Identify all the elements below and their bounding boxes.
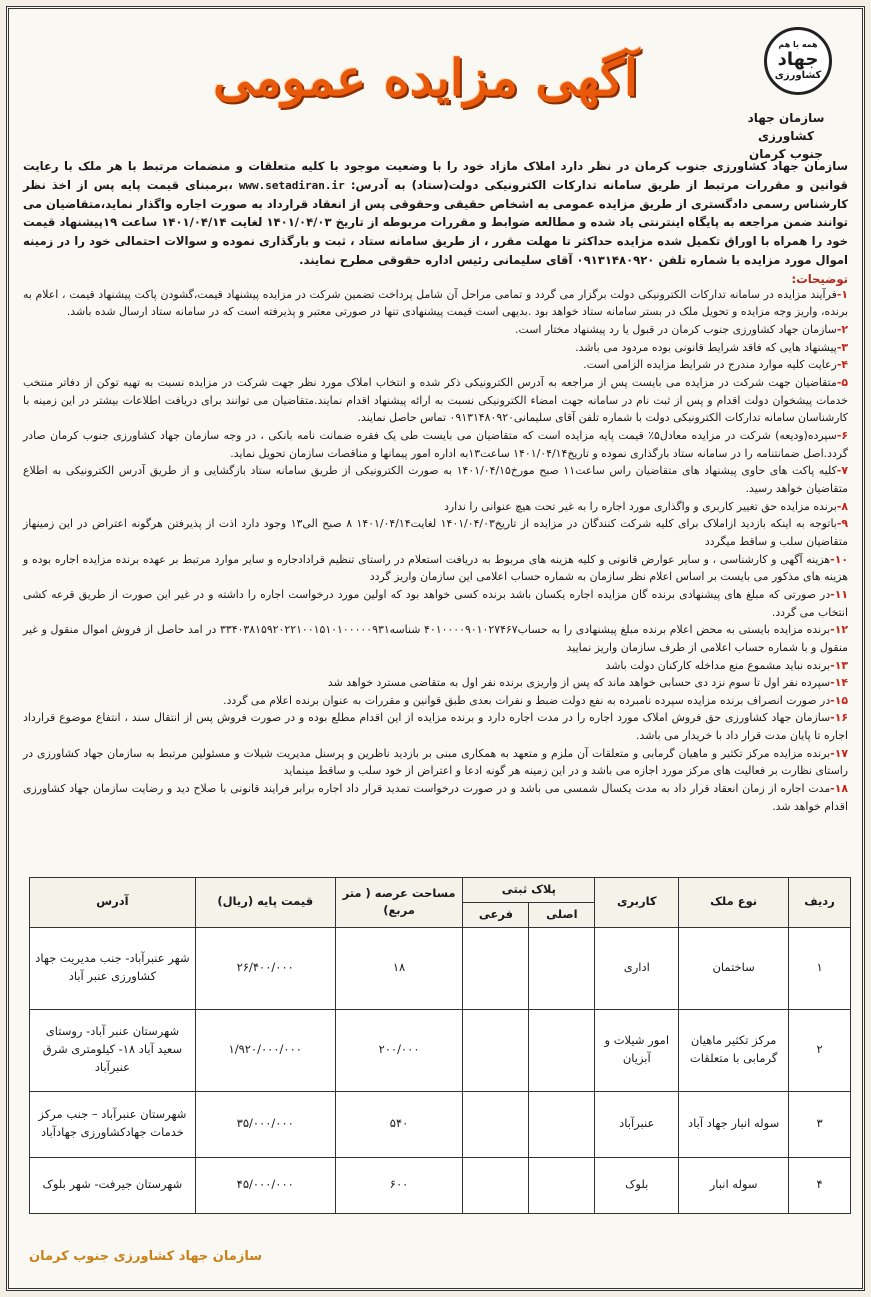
cell-usage: اداری bbox=[595, 927, 679, 1009]
note-item bbox=[23, 621, 848, 656]
cell-row-number: ۴ bbox=[789, 1157, 851, 1213]
table-row bbox=[30, 927, 851, 1009]
header-area: مساحت عرصه ( متر مربع) bbox=[335, 878, 463, 928]
note-item bbox=[23, 657, 848, 675]
cell-property-type: سوله انبار جهاد آباد bbox=[679, 1091, 789, 1157]
table-header-row bbox=[30, 878, 851, 903]
cell-base-price: ۱/۹۲۰/۰۰۰/۰۰۰ bbox=[195, 1009, 335, 1091]
cell-area: ۵۴۰ bbox=[335, 1091, 463, 1157]
note-text: باتوجه به اینکه بازدید ازاملاک برای کلیه شرکت کنندگان در مزایده از تاریخ۱۴۰۱/۰۴/۰۳ لغایت۱۴۰۱/۰۴/۱۴ ۸ صبح الی۱۳ وجود دارد اذت از پذیرفتن هرگونه اعتراض در این زمینهاز متقاضیان سلب و ساقط میگردد bbox=[23, 517, 848, 548]
note-number: ۱- bbox=[836, 287, 848, 301]
table-body bbox=[30, 927, 851, 1213]
cell-address: شهرستان عنبرآباد – جنب مرکز خدمات جهادکشاورزی جهادآباد bbox=[30, 1091, 196, 1157]
table-row bbox=[30, 1091, 851, 1157]
cell-plaque-main bbox=[529, 927, 595, 1009]
cell-property-type: ساختمان bbox=[679, 927, 789, 1009]
organization-name-line2: جنوب کرمان bbox=[749, 147, 823, 161]
cell-usage: بلوک bbox=[595, 1157, 679, 1213]
note-number: ۶- bbox=[836, 428, 848, 442]
intro-text-part1: سازمان جهاد کشاورزی جنوب کرمان در نظر دارد املاک مازاد خود را با وضعیت موجود با کلیه متعلقات و منضمات مرتبط با هر ملک با رعایت قوانین و مقررات مرتبط از طریق سامانه تدارکات الکترونیکی دولت(ستاد) به آدرس: bbox=[23, 159, 848, 192]
note-number: ۵- bbox=[836, 376, 848, 389]
note-number: ۴- bbox=[836, 358, 848, 372]
intro-paragraph bbox=[23, 157, 848, 270]
note-number: ۱۵- bbox=[830, 693, 848, 707]
logo-main-text: جهاد bbox=[777, 48, 819, 70]
header bbox=[9, 9, 862, 161]
footer-text: سازمان جهاد کشاورزی جنوب کرمان bbox=[29, 1249, 262, 1264]
cell-plaque-sub bbox=[463, 1009, 529, 1091]
note-text: مدت اجاره از زمان انعقاد قرار داد به مدت یکسال شمسی می باشد و در صورت درخواست تمدید قرار داد اجاره برابر فرایند قانونی با صلاح دید و رضایت سازمان جهاد کشاورزی اقدام خواهد شد. bbox=[23, 782, 848, 813]
cell-row-number: ۲ bbox=[789, 1009, 851, 1091]
cell-property-type: مرکز تکثیر ماهیان گرمابی با متعلقات bbox=[679, 1009, 789, 1091]
cell-address: شهر عنبرآباد- جنب مدیریت جهاد کشاورزی عنبر آباد bbox=[30, 927, 196, 1009]
footer-organization-name bbox=[29, 1249, 851, 1264]
note-item bbox=[23, 745, 848, 780]
note-number: ۷- bbox=[836, 464, 848, 478]
note-number: ۳- bbox=[836, 340, 848, 354]
notes-heading: توضیحات: bbox=[791, 271, 848, 286]
cell-plaque-sub bbox=[463, 1091, 529, 1157]
note-text: پیشنهاد هایی که فاقد شرایط قانونی بوده مردود می باشد. bbox=[575, 340, 837, 354]
note-number: ۱۰- bbox=[830, 552, 848, 566]
header-plaque-main: اصلی bbox=[529, 902, 595, 927]
header-registration-plaque: پلاک ثبتی bbox=[463, 878, 595, 903]
cell-plaque-sub bbox=[463, 927, 529, 1009]
note-item bbox=[23, 339, 848, 357]
note-item bbox=[23, 321, 848, 339]
cell-base-price: ۴۵/۰۰۰/۰۰۰ bbox=[195, 1157, 335, 1213]
cell-address: شهرستان جیرفت- شهر بلوک bbox=[30, 1157, 196, 1213]
page-title: آگهی مزایده عمومی bbox=[213, 47, 638, 107]
note-text: در صورت انصراف برنده مزایده سپرده نامبرده به نفع دولت ضبط و نفرات بعدی طبق قوانین و مقررات به عنوان برنده اعلام می گردد. bbox=[223, 693, 831, 707]
cell-address: شهرستان عنبر آباد- روستای سعید آباد ۱۸- کیلومتری شرق عنبرآباد bbox=[30, 1009, 196, 1091]
header-row-number: ردیف bbox=[789, 878, 851, 928]
note-text: در صورتی که مبلغ های پیشنهادی برنده گان مزایده اجاره یکسان باشد برنده کسی خواهد بود که اولین مورد درخواست اجاره را داشته و در غیر این صورت از طریق قرعه کشی انتخاب می گردد. bbox=[23, 587, 848, 619]
header-base-price: قیمت پایه (ریال) bbox=[195, 878, 335, 928]
note-item bbox=[23, 780, 848, 815]
note-number: ۲- bbox=[836, 323, 848, 337]
note-number: ۱۲- bbox=[830, 623, 848, 637]
header-property-type: نوع ملک bbox=[679, 878, 789, 928]
cell-area: ۲۰۰/۰۰۰ bbox=[335, 1009, 463, 1091]
header-usage: کاربری bbox=[595, 878, 679, 928]
header-address: آدرس bbox=[30, 878, 196, 928]
table-row bbox=[30, 1157, 851, 1213]
logo-sub-text: کشاورزی bbox=[774, 70, 822, 82]
table-row bbox=[30, 1009, 851, 1091]
note-text: کلیه پاکت های حاوی پیشنهاد های متقاضیان راس ساعت۱۱ صبح مورخ۱۴۰۱/۰۴/۱۵ به صورت الکترونیکی از طریق سامانه ستاد بازگشایی و از طریق آدرس الکترونیکی به اطلاع متقاضیان خواهد رسید. bbox=[23, 464, 848, 495]
note-item bbox=[23, 709, 848, 744]
note-text: برنده نباید مشموع منع مداخله کارکنان دولت باشد bbox=[605, 658, 831, 672]
organization-name bbox=[726, 109, 846, 163]
note-text: برنده مزایده حق تغییر کاربری و واگذاری مورد اجاره را به غیر تحت هیچ عنوانی را ندارد bbox=[444, 499, 837, 513]
note-item bbox=[23, 551, 848, 586]
note-text: هزینه آگهی و کارشناسی ، و سایر عوارض قانونی و کلیه هزینه های مربوط به دریافت استعلام در راستای تنظیم قرادادجاره و سایر موارد مرتبط بر عهده برنده مزایده اجاره بوده و هزینه های مذکور می بایست بر اساس اعلام نظر سازمان به شماره حساب اعلامی این سازمان واریز گردد bbox=[23, 552, 848, 584]
cell-row-number: ۳ bbox=[789, 1091, 851, 1157]
notes-list bbox=[23, 286, 848, 816]
cell-plaque-main bbox=[529, 1009, 595, 1091]
organization-name-line1: سازمان جهاد کشاورزی bbox=[747, 111, 825, 143]
jahad-keshavarzi-logo bbox=[764, 27, 832, 95]
note-text: سپرده نفر اول تا سوم نزد دی حسابی خواهد ماند که پس از واریزی برنده نفر اول به متقاضی مسترد خواهد شد bbox=[327, 676, 831, 690]
note-text: فرآیند مزایده در سامانه تدارکات الکترونیکی دولت برگزار می گردد و تمامی مراحل آن شامل پرداخت تضمین شرکت در مزایده پیشنهاد قیمت،گشودن پاکت پیشنهاد قیمت ، اعلام به برنده، واریز وجه مزایده و تحویل ملک در بستر سامانه ستاد خواهد بود .بدیهی است قیمت پیشنهادی تنها در صورتی معتبر و پذیرفته است که در سامانه ستاد ارسال شده باشد. bbox=[23, 287, 848, 319]
cell-property-type: سوله انبار bbox=[679, 1157, 789, 1213]
note-text: رعایت کلیه موارد مندرج در شرایط مزایده الزامی است. bbox=[583, 358, 837, 372]
advertisement-page bbox=[6, 6, 865, 1291]
note-text: برنده مزایده بایستی به محض اعلام برنده مبلغ پیشنهادی را به حساب۴۰۱۰۰۰۰۹۰۱۰۲۷۴۶۷ شناسه۳۳۴۰۳۸۱۵۹۲۰۲۲۱۰۰۱۵۱۰۱۰۰۰۰۰۹۳۱ در امد حاصل از فروش اموال منقول و غیر منقول و با شماره حساب اعلامی از طرف سازمان واریز نمایید bbox=[23, 623, 848, 654]
note-text: برنده مزایده مرکز تکثیر و ماهیان گرمابی و متعلقات آن ملزم و متعهد به همکاری مبنی بر بازدید ناظرین و پرسنل مدیریت شیلات و مسئولین مرتبط به سازمان جهاد کشاورزی در راستای نظارت بر فعالیت های مرکز مورد اجازه می باشد و در این زمینه هر گونه ادعا و اعتراض از خود سلب و ساقط مینماید bbox=[23, 746, 848, 778]
note-number: ۱۳- bbox=[830, 658, 848, 672]
note-item bbox=[23, 692, 848, 710]
cell-plaque-main bbox=[529, 1091, 595, 1157]
cell-row-number: ۱ bbox=[789, 927, 851, 1009]
note-item bbox=[23, 498, 848, 516]
note-number: ۱۱- bbox=[830, 587, 848, 601]
cell-usage: امور شیلات و آبزیان bbox=[595, 1009, 679, 1091]
note-text: سازمان جهاد کشاورزی حق فروش املاک مورد اجاره را در مدت اجاره دارد و برنده مزایده از این اقدام مطلع بوده و در صورت فروش پس از انتقال سند ، انتفاع موضوع قرارداد اجاره تا پایان مدت قرار داد با خریدار می باشد. bbox=[23, 711, 848, 743]
cell-usage: عنبرآباد bbox=[595, 1091, 679, 1157]
note-number: ۱۴- bbox=[830, 676, 848, 690]
note-number: ۸- bbox=[836, 499, 848, 513]
note-item bbox=[23, 462, 848, 497]
note-item bbox=[23, 515, 848, 550]
note-text: سازمان جهاد کشاورزی جنوب کرمان در قبول یا رد پیشنهاد مختار است. bbox=[515, 323, 837, 337]
cell-base-price: ۲۶/۴۰۰/۰۰۰ bbox=[195, 927, 335, 1009]
note-item bbox=[23, 374, 848, 427]
note-number: ۱۶- bbox=[830, 711, 848, 725]
intro-text-part2: ،برمبنای قیمت پایه پس از اخذ نظر کارشناس رسمی دادگستری از طریق مزایده عمومی به اشخاص حقیقی وحقوقی پس از انعقاد قرارداد به صورت اجاره واگذار نماید،متقاضیان می توانند ضمن مراجعه به پایگاه اینترنتی یاد شده و مطالعه ضوابط و مقررات مربوطه از تاریخ ۱۴۰۱/۰۴/۰۳ لغایت ۱۴۰۱/۰۴/۱۴ ساعت ۱۹پیشنهاد قیمت خود را همراه با اوراق تکمیل شده مزایده حداکثر تا مهلت مقرر ، از طریق سامانه ستاد ، ثبت و بارگذاری نموده و سوالات احتمالی خود را در زمینه اموال مورد مزایده با شماره تلفن ۰۹۱۳۱۴۸۰۹۲۰ آقای سلیمانی رئیس اداره حقوقی مطرح نمایند. bbox=[23, 177, 848, 267]
header-plaque-sub: فرعی bbox=[463, 902, 529, 927]
note-text: سپرده(ودیعه) شرکت در مزایده معادل۵٪ قیمت پایه مزایده است که متقاضیان می بایست طی یک فقره ضمانت نامه بانکی ، در وجه سازمان جهاد کشاورزی جنوب کرمان صادر گردد.اصل ضمانتنامه را در سامانه ستاد بارگذاری نموده و تاریخ۱۴۰۱/۰۴/۱۴ ساعت۱۳به اداره امور پیمانها و مناقصات سازمان تحویل نماید. bbox=[23, 428, 848, 460]
note-number: ۱۷- bbox=[830, 746, 848, 760]
note-item bbox=[23, 356, 848, 374]
note-text: متقاضیان جهت شرکت در مزایده می بایست پس از مراجعه به آدرس الکترونیکی ذکر شده و انتخاب املاک مورد نظر جهت شرکت در مزایده نسبت به تهیه توکن از دفاتر منتخب خدمات پیشخوان دولت اقدام و پس از ثبت نام در سامانه جهت امضاء الکترونیکی نسبت به ارائه پیشنهاد اقدام نمایند.متقاضیان می توانند برای دریافت اطلاعات بیشتر در این زمینه با کارشناسان سامانه تدارکات الکترونیکی دولت با شماره تلفن آقای سلیمانی۰۹۱۳۱۴۸۰۹۲۰ تماس حاصل نمایند. bbox=[23, 376, 848, 425]
note-item bbox=[23, 586, 848, 621]
note-item bbox=[23, 674, 848, 692]
cell-base-price: ۳۵/۰۰۰/۰۰۰ bbox=[195, 1091, 335, 1157]
property-table bbox=[29, 877, 851, 1214]
note-item bbox=[23, 427, 848, 462]
cell-plaque-main bbox=[529, 1157, 595, 1213]
setad-url-link[interactable]: www.setadiran.ir bbox=[238, 178, 345, 192]
cell-area: ۶۰۰ bbox=[335, 1157, 463, 1213]
cell-area: ۱۸ bbox=[335, 927, 463, 1009]
logo-slogan: همه با هم bbox=[778, 40, 818, 50]
cell-plaque-sub bbox=[463, 1157, 529, 1213]
note-number: ۱۸- bbox=[830, 782, 848, 796]
note-number: ۹- bbox=[836, 517, 849, 531]
note-item bbox=[23, 286, 848, 321]
